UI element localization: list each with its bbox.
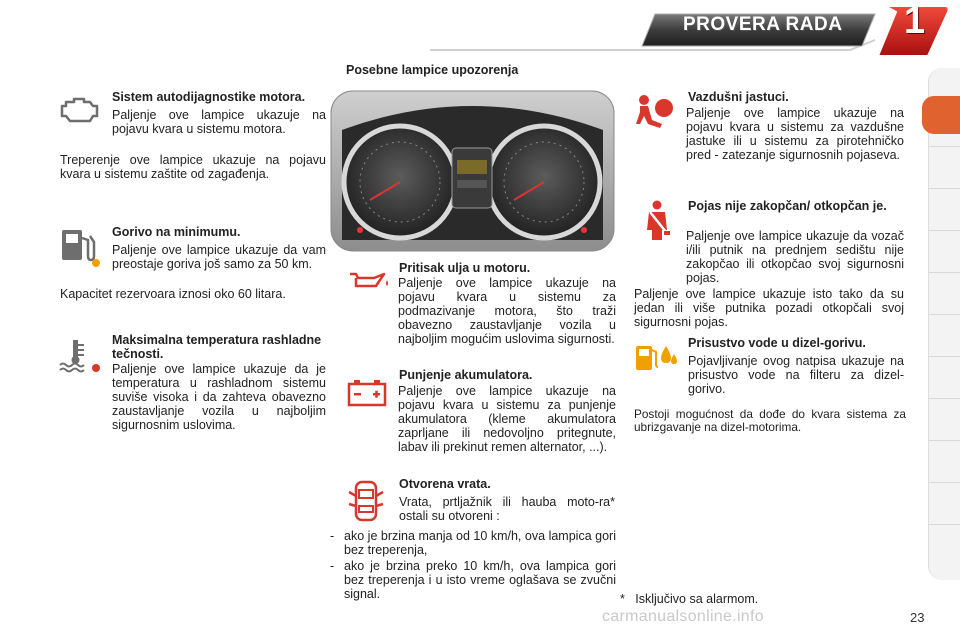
water-in-diesel-icon — [634, 340, 680, 374]
engine-warning-icon — [60, 96, 100, 124]
page-title: PROVERA RADA — [683, 14, 843, 35]
seatbelt-text-block — [634, 229, 904, 329]
airbag-text: Paljenje ove lampice ukazuje na pojavu kvara u sistemu za vazdušne jastuke ili u sistemu za pirotehničko pred - zatezanje sigurnosnih pojaseva. — [686, 106, 904, 162]
coolant-text-block — [60, 362, 326, 432]
fuel-text2: Kapacitet rezervoara iznosi oko 60 litara. — [60, 287, 286, 301]
seatbelt-title: Pojas nije zakopčan/ otkopčan je. — [688, 199, 887, 213]
seatbelt-block — [688, 199, 904, 213]
fuel-text: Paljenje ove lampice ukazuje da vam preostaje goriva još samo za 50 km. — [112, 243, 326, 271]
engine-text2-block — [60, 153, 326, 181]
engine-title: Sistem autodijagnostike motora. — [112, 90, 306, 104]
list-item: - ako je brzina preko 10 km/h, ova lampica gori bez treperenja i u isto vreme oglašava se zvučni signal. — [330, 559, 616, 601]
doors-block — [399, 477, 615, 523]
water-text: Pojavljivanje ovog natpisa ukazuje na prisustvo vode na filteru za dizel-gorivo. — [688, 354, 904, 396]
oil-text: Paljenje ove lampice ukazuje na pojavu kvara u sistemu za podmazivanje motora, što traži obavezno zaustavljanje vozila u najboljim mogućim uslovima sigurnosti. — [398, 276, 616, 346]
airbag-block — [688, 90, 904, 104]
airbag-title: Vazdušni jastuci. — [688, 90, 789, 104]
fuel-text2-block — [60, 287, 326, 301]
list-item: - ako je brzina manja od 10 km/h, ova lampica gori bez treperenja, — [330, 529, 616, 557]
doors-title: Otvorena vrata. — [399, 477, 491, 491]
battery-title: Punjenje akumulatora. — [399, 368, 533, 382]
page-number: 23 — [910, 610, 925, 625]
doors-conditions-list — [330, 529, 616, 603]
footnote: * Isključivo sa alarmom. — [620, 592, 759, 606]
doors-text: Vrata, prtljažnik ili hauba moto-ra* ostali su otvoreni : — [399, 495, 615, 523]
oil-block — [399, 261, 615, 275]
fuel-title: Gorivo na minimumu. — [112, 225, 241, 239]
chapter-tab-active[interactable] — [922, 96, 960, 134]
seatbelt-text2: Paljenje ove lampice ukazuje isto tako da su jedan ili više putnika pozadi otkopčali svoj sigurnosni pojas. — [634, 287, 904, 329]
oil-title: Pritisak ulja u motoru. — [399, 261, 531, 275]
water-title: Prisustvo vode u dizel-gorivu. — [688, 336, 866, 350]
coolant-block — [112, 333, 326, 361]
coolant-title: Maksimalna temperatura rashladne tečnosti. — [112, 333, 322, 361]
instrument-cluster-image — [330, 90, 615, 252]
oil-text-block — [346, 276, 616, 346]
water-block — [688, 336, 904, 396]
water-text2-block — [634, 408, 906, 434]
engine-text2: Treperenje ove lampice ukazuje na pojavu kvara u sistemu zaštite od zagađenja. — [60, 153, 326, 181]
battery-block — [399, 368, 615, 382]
engine-text: Paljenje ove lampice ukazuje na pojavu kvara u sistemu motora. — [112, 108, 326, 136]
seatbelt-text: Paljenje ove lampice ukazuje da vozač i/ili putnik na prednjem sedištu nije zakopčao ili otkopčao svoj sigurnosni pojas. — [686, 229, 904, 285]
airbag-text-block — [634, 106, 904, 162]
fuel-pump-icon — [58, 226, 102, 268]
chapter-number: 1 — [904, 0, 926, 42]
water-text2: Postoji mogućnost da dođe do kvara sistema za ubrizgavanje na dizel-motorima. — [634, 407, 906, 434]
section-heading: Posebne lampice upozorenja — [346, 63, 519, 77]
battery-text: Paljenje ove lampice ukazuje na pojavu kvara u sistemu za punjenje akumulatora (kleme akumulatora zaprljane ili nedovoljno pritegnute, labav ili prekinut remen alternator, ...). — [398, 384, 616, 454]
fuel-block — [112, 225, 326, 271]
open-door-icon — [348, 480, 384, 522]
battery-text-block — [346, 384, 616, 454]
chapter-tab-strip — [928, 68, 960, 580]
engine-block — [112, 90, 326, 136]
watermark: carmanualsonline.info — [602, 608, 764, 625]
coolant-text: Paljenje ove lampice ukazuje da je temperatura u rashladnom sistemu suviše visoka i da zahteva obavezno zaustavljanje vozila u najboljim sigurnosnim uslovima. — [112, 362, 326, 432]
